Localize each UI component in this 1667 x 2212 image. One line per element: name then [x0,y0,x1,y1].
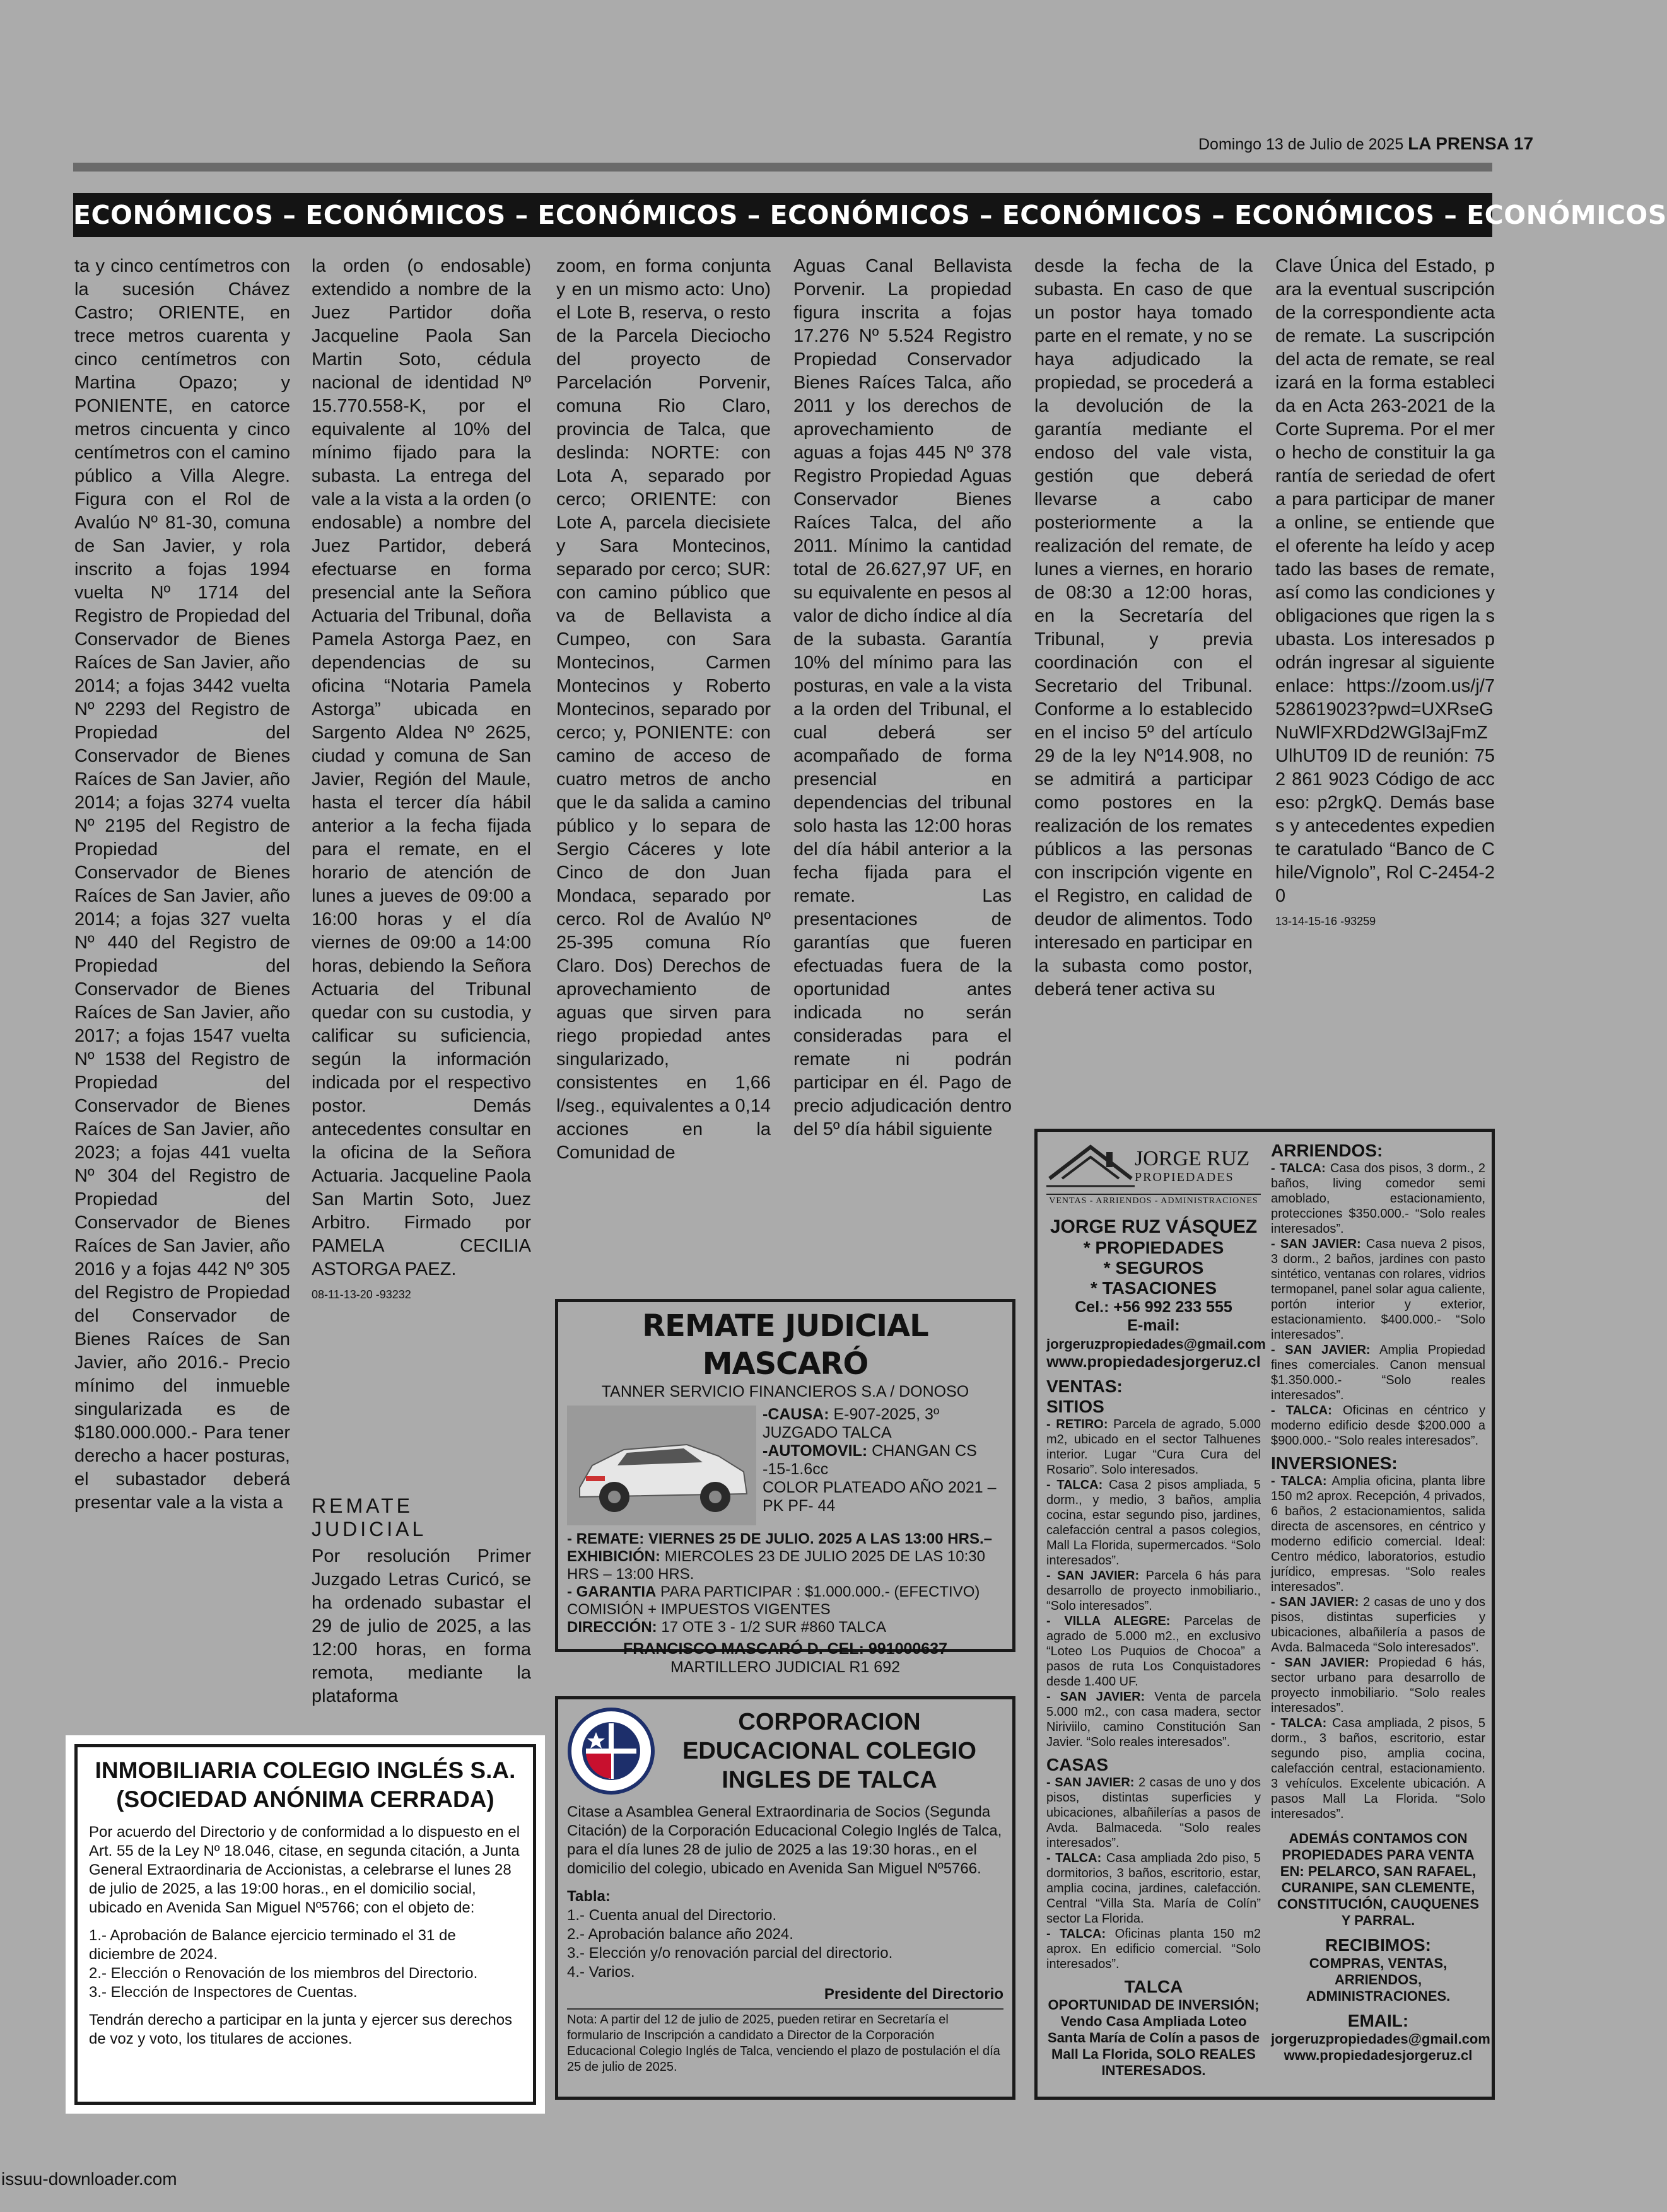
listing-item [1271,1342,1485,1403]
tabla-title: Tabla: [567,1888,611,1905]
listing-location: - SAN JAVIER: [1046,1569,1140,1583]
martillero-name: FRANCISCO MASCARÓ D. CEL: 991000637 [623,1640,947,1658]
garantia-label: - GARANTIA [567,1583,657,1600]
ventas-heading: VENTAS: [1046,1377,1123,1396]
listing-description: Oficinas en céntrico y moderno edificio desde $200.000 a $900.000.- “Solo reales interesados”. [1271,1404,1486,1448]
corporacion-nota: Nota: A partir del 12 de julio de 2025, pueden retirar en Secretaría el formulario de Inscripción a candidato a Director de la Corporación Educacional Colegio Inglés de Talca, venciendo el plazo de postulación el día 25 de julio de 2025. [567,2008,1003,2075]
listing-location: - SAN JAVIER: [1046,1776,1135,1790]
listing-item [1046,1477,1261,1568]
listing-description: Casa nueva 2 pisos, 3 dorm., 2 baños, jardines con pasto sintético, ventanas con rolares, vidrios termopanel, panel solar agua caliente, portón interior y exterior, estacionamiento. $400.000.- “Solo interesados”. [1271,1237,1485,1342]
listing-description: Parcelas de agrado de 5.000 m2., en exclusivo “Loteo Los Puquios de Chocoa” a pasos de ruta Los Conquistadores desde 1.400 UF. [1046,1614,1261,1689]
listing-description: Casa dos pisos, 3 dorm., 2 baños, living comedor semi amoblado, estacionamiento, protecciones $350.000.- “Solo reales interesados”. [1271,1161,1486,1236]
ruz-website-footer: www.propiedadesjorgeruz.cl [1284,2047,1473,2063]
remate-judicial-notice [312,1494,531,1706]
legal-notice-column-5: desde la fecha de la subasta. En caso de que un postor haya tomado parte en el remate, y no se haya adjudicado la propiedad, se procederá a la devolución de la garantía mediante el endoso del vale vista, gestión que deberá llevarse a cabo posteriormente a la realización del remate, de lunes a viernes, en horario de 08:30 a 12:00 horas, en la Secretaría del Tribunal, y previa coordinación con el Secretario del Tribunal. Conforme a lo establecido en el inciso 5º del artículo 29 de la ley Nº14.908, no se admitirá a participar como postores en la realización de los remates públicos a las personas con inscripción vigente en el Registro, en calidad de deudor de alimentos. Todo interesado en participar en la subasta como postor, deberá tener activa su [1034,256,1253,999]
listing-description: 2 casas de uno y dos pisos, distintas superficies y ubicaciones, albañilería a pasos de Avda. Balmaceda “Solo interesados”. [1271,1595,1485,1655]
listing-description: Venta de parcela 5.000 m2., con casa madera, sector Niriviilo, camino Constitución San Javier. “Solo reales interesados”. [1046,1690,1261,1749]
listing-description: Propiedad 6 hás, sector urbano para desarrollo de proyecto inmobiliario. “Solo reales interesados”. [1271,1656,1485,1715]
corporacion-body: Citase a Asamblea General Extraordinaria de Socios (Segunda Citación) de la Corporación Educacional Colegio Inglés de Talca, para el día lunes 28 de julio de 2025 a las 19:30 horas., en el domicilio del colegio, ubicado en Avenida San Miguel Nº5766. [567,1803,1002,1877]
presidente-firma: Presidente del Directorio [824,1986,1003,2003]
talca-heading: TALCA [1124,1977,1183,1996]
listing-location: - RETIRO: [1046,1417,1108,1431]
listing-location: - SAN JAVIER: [1271,1343,1371,1357]
car-photo-icon [567,1406,756,1525]
watermark-footer: issuu-downloader.com [1,2169,177,2189]
legal-notice-column-2 [312,255,531,1447]
casas-heading: CASAS [1046,1755,1109,1774]
listing-location: - TALCA: [1271,1474,1327,1488]
remate-title: REMATE JUDICIAL MASCARÓ [642,1308,928,1382]
inmobiliaria-subtitle: (SOCIEDAD ANÓNIMA CERRADA) [116,1786,494,1812]
ruz-service: * SEGUROS [1103,1258,1204,1278]
ruz-email-label: E-mail: [1127,1317,1180,1334]
direccion-label: DIRECCIÓN: [567,1619,657,1636]
sitios-heading: SITIOS [1046,1397,1104,1416]
recibimos-text: COMPRAS, VENTAS, ARRIENDOS, ADMINISTRACIONES. [1306,1955,1451,2004]
talca-oportunidad: OPORTUNIDAD DE INVERSIÓN; Vendo Casa Ampliada Loteo Santa María de Colín a pasos de Mall La Florida, SOLO REALES INTERESADOS. [1047,1997,1260,2078]
listing-item [1046,1568,1261,1614]
school-seal-icon [567,1707,655,1795]
tabla-item: 1.- Cuenta anual del Directorio. [567,1907,777,1924]
legal-notice-column-4: Aguas Canal Bellavista Porvenir. La propiedad figura inscrita a fojas 17.276 Nº 5.524 Registro Propiedad Conservador Bienes Raíces Talca, año 2011 y los derechos de aprovechamiento de aguas a fojas 445 Nº 378 Registro Propiedad Aguas Conservador Bienes Raíces Talca, del año 2011. Mínimo la cantidad total de 26.627,97 UF, en su equivalente en pesos al valor de dicho índice al día de la subasta. Garantía 10% del mínimo para las posturas, en vale a la vista a la orden del Tribunal, el cual deberá ser acompañado de forma presencial en dependencias del tribunal solo hasta las 12:00 horas del día hábil anterior a la fecha fijada para el remate. Las presentaciones de garantías que fueren efectuadas fuera de la oportunidad antes indicada no serán consideradas para el remate ni podrán participar en él. Pago de precio adjudicación dentro del 5º día hábil siguiente [793,256,1012,1139]
listing-item [1046,1417,1261,1477]
inmobiliaria-colegio-ingles-ad [66,1735,545,2114]
direccion-value: 17 OTE 3 - 1/2 SUR #860 TALCA [661,1619,886,1636]
martillero-title: MARTILLERO JUDICIAL R1 692 [670,1658,900,1676]
listing-description: Oficinas planta 150 m2 aprox. En edificio comercial. “Solo interesados”. [1046,1927,1261,1971]
corporacion-title: CORPORACION EDUCACIONAL COLEGIO INGLES DE TALCA [682,1709,976,1793]
causa-label: -CAUSA: [763,1406,829,1423]
listing-location: - TALCA: [1046,1851,1102,1865]
legal-notice-column-3: zoom, en forma conjunta y en un mismo acto: Uno) el Lote B, reserva, o resto de la Parcela Dieciocho del proyecto de Parcelación Porvenir, comuna Rio Claro, provincia de Talca, que deslinda: NORTE: con Lota A, separado por cerco; ORIENTE: con Lote A, parcela diecisiete y Sara Montecinos, separado por cerco; SUR: con camino público que va de Bellavista a Cumpeo, con Sara Montecinos, Carmen Montecinos y Roberto Montecinos, separado por cerco; y, PONIENTE: con camino de acceso de cuatro metros de ancho que le da salida a camino público y lo separa de Sergio Cáceres y lote Cinco de don Juan Mondaca, separado por cerco. Rol de Avalúo Nº 25-395 comuna Río Claro. Dos) Derechos de aprovechamiento de aguas que sirven para riego propiedad antes singularizado, consistentes en 1,66 l/seg., equivalentes a 0,14 acciones en la Comunidad de [556,256,771,1163]
listing-description: Casa 2 pisos ampliada, 5 dorm., y medio, 3 baños, amplia cocina, estar segundo piso, jardines, calefacción central a pasos colegios, Mall La Florida, supermercados. “Solo interesados”. [1046,1478,1261,1568]
inmobiliaria-item: 1.- Aprobación de Balance ejercicio terminado el 31 de diciembre de 2024. [89,1927,456,1963]
ruz-service: * TASACIONES [1090,1278,1217,1298]
exhibicion-label: EXHIBICIÓN: [567,1548,661,1565]
listing-location: - SAN JAVIER: [1271,1595,1359,1609]
listing-description: Casa ampliada 2do piso, 5 dormitorios, 3 baños, escritorio, estar, amplia cocina, jardines, calefacción. Central “Villa Sta. María de Colín” sector La Florida. [1046,1851,1261,1926]
header-page: 17 [1513,134,1534,153]
listing-item [1271,1655,1485,1716]
listing-description: Amplia Propiedad fines comerciales. Canon mensual $1.350.000.- “Solo reales interesados”. [1271,1343,1485,1402]
ruz-logo [1046,1141,1261,1191]
ruz-email: jorgeruzpropiedades@gmail.com [1046,1336,1266,1352]
tabla-item: 4.- Varios. [567,1964,635,1981]
listing-item [1271,1237,1485,1342]
legal-notice-column-6 [1275,255,1495,1103]
header-rule [73,163,1492,172]
notice-reference: 08-11-13-20 -93232 [312,1288,411,1301]
remate-judicial-heading: REMATE JUDICIAL [312,1494,427,1540]
listing-location: - TALCA: [1046,1478,1103,1492]
ruz-email-footer: jorgeruzpropiedades@gmail.com [1271,2031,1490,2047]
listing-item [1271,1474,1485,1595]
arriendos-heading: ARRIENDOS: [1271,1141,1383,1160]
inmobiliaria-item: 3.- Elección de Inspectores de Cuentas. [89,1984,358,2001]
auto-value: CHANGAN CS -15-1.6cc [763,1442,977,1478]
listing-location: - SAN JAVIER: [1271,1656,1369,1670]
exhibicion-value: MIERCOLES 23 DE JULIO 2025 DE LAS 10:30 HRS – 13:00 HRS. [567,1548,985,1583]
listing-item [1271,1161,1485,1237]
header-paper: LA PRENSA [1408,134,1509,153]
column-2-text: la orden (o endosable) extendido a nombre de la Juez Partidor doña Jacqueline Paola San Martin Soto, cédula nacional de identidad Nº 15.770.558-K, por el equivalente al 10% del mínimo fijado para la subasta. La entrega del vale a la vista a la orden (o endosable) a nombre del Juez Partidor, deberá efectuarse en forma presencial ante la Señora Actuaria del Tribunal, doña Pamela Astorga Paez, en dependencias de su oficina “Notaria Pamela Astorga” ubicada en Sargento Aldea Nº 2625, ciudad y comuna de San Javier, Región del Maule, hasta el tercer día hábil anterior a la fecha fijada para el remate, en el horario de atención de lunes a jueves de 09:00 a 16:00 horas y el día viernes de 09:00 a 14:00 horas, debiendo la Señora Actuaria del Tribunal quedar con su custodia, y calificar su suficiencia, según la información indicada por el respectivo postor. Demás antecedentes consultar en la oficina de la Señora Actuaria. Jacqueline Paola San Martin Soto, Juez Arbitro. Firmado por PAMELA CECILIA ASTORGA PAEZ. [312,256,531,1279]
listing-location: - TALCA: [1046,1927,1106,1941]
listing-item [1046,1926,1261,1972]
listing-description: Parcela 6 hás para desarrollo de proyecto inmobiliario., “Solo interesados”. [1046,1569,1261,1613]
corporacion-educacional-ad [555,1696,1015,2100]
page-header [1198,134,1534,154]
listing-description: 2 casas de uno y dos pisos, distintas superficies y ubicaciones, albañilerías a pasos de Avda. Balmaceda. “Solo reales interesados”. [1046,1776,1261,1850]
logo-name: JORGE RUZ [1135,1146,1250,1170]
listing-item [1046,1775,1261,1851]
jorge-ruz-propiedades-ad [1034,1129,1495,2100]
ruz-website: www.propiedadesjorgeruz.cl [1046,1353,1261,1371]
house-roof-icon [1046,1141,1135,1191]
listing-item [1046,1689,1261,1750]
inmobiliaria-title: INMOBILIARIA COLEGIO INGLÉS S.A. [95,1757,516,1783]
auto-color: COLOR PLATEADO AÑO 2021 – PK PF- 44 [763,1479,997,1515]
listing-location: - VILLA ALEGRE: [1046,1614,1171,1628]
listing-item [1271,1716,1485,1822]
tabla-item: 3.- Elección y/o renovación parcial del directorio. [567,1945,893,1962]
listing-location: - TALCA: [1271,1716,1327,1730]
recibimos-heading: RECIBIMOS: [1325,1935,1431,1955]
listing-description: Parcela de agrado, 5.000 m2, ubicado en el sector Talhuenes interior. Lugar “Cura Cura del Rosario”. Solo interesados. [1046,1417,1261,1477]
listing-location: - SAN JAVIER: [1271,1237,1361,1251]
listing-location: - TALCA: [1271,1161,1326,1175]
ademas-text: ADEMÁS CONTAMOS CON PROPIEDADES PARA VENTA EN: PELARCO, SAN RAFAEL, CURANIPE, SAN CLEMENTE, CONSTITUCIÓN, CAUQUENES Y PARRAL. [1277,1831,1480,1928]
inmobiliaria-item: 2.- Elección o Renovación de los miembros del Directorio. [89,1965,478,1982]
ruz-service: * PROPIEDADES [1083,1238,1224,1257]
auto-label: -AUTOMOVIL: [763,1442,868,1460]
legal-notice-column-1: ta y cinco centímetros con la sucesión Chávez Castro; ORIENTE, en trece metros cuarenta y cinco centímetros con Martina Opazo; y PONIENTE, en catorce metros cincuenta y cinco centímetros con el camino público a Villa Alegre. Figura con el Rol de Avalúo Nº 81-30, comuna de San Javier, y rola inscrito a fojas 1994 vuelta Nº 1714 del Registro de Propiedad del Conservador de Bienes Raíces de San Javier, año 2014; a fojas 3442 vuelta Nº 2293 del Registro de Propiedad del Conservador de Bienes Raíces de San Javier, año 2014; a fojas 3274 vuelta Nº 2195 del Registro de Propiedad del Conservador de Bienes Raíces de San Javier, año 2014; a fojas 327 vuelta Nº 440 del Registro de Propiedad del Conservador de Bienes Raíces de San Javier, año 2017; a fojas 1547 vuelta Nº 1538 del Registro de Propiedad del Conservador de Bienes Raíces de San Javier, año 2023; a fojas 441 vuelta Nº 304 del Registro de Propiedad del Conservador de Bienes Raíces de San Javier, año 2016 y a fojas 442 Nº 305 del Registro de Propiedad del Conservador de Bienes Raíces de San Javier, año 2016.- Precio mínimo del inmueble singularizada es de $180.000.000.- Para tener derecho a hacer posturas, el subastador deberá presentar vale a la vista a [74,256,290,1513]
listing-description: Casa ampliada, 2 pisos, 5 dorm., 3 baños, escritorio, estar segundo piso, amplia cocina, calefacción central, estacionamiento. 3 vehículos. Excelente ubicación. A pasos Mall La Florida. “Solo interesados”. [1271,1716,1485,1821]
listing-item [1271,1403,1485,1448]
remate-date-value: VIERNES 25 DE JULIO. 2025 A LAS 13:00 HRS.– [648,1530,992,1547]
causa-value: E-907-2025, 3º JUZGADO TALCA [763,1406,940,1441]
tabla-item: 2.- Aprobación balance año 2024. [567,1926,793,1943]
logo-tagline: VENTAS - ARRIENDOS - ADMINISTRACIONES [1046,1194,1261,1206]
listing-item [1271,1595,1485,1655]
header-date: Domingo 13 de Julio de 2025 [1198,136,1404,153]
inversiones-heading: INVERSIONES: [1271,1453,1398,1473]
section-banner: ECONÓMICOS – ECONÓMICOS – ECONÓMICOS – ECONÓMICOS – ECONÓMICOS – ECONÓMICOS – ECONÓMICOS [73,193,1492,237]
remate-subtitle: TANNER SERVICIO FINANCIEROS S.A / DONOSO [601,1383,969,1400]
listing-item [1046,1851,1261,1926]
ruz-phone: Cel.: +56 992 233 555 [1075,1298,1232,1316]
column-6-text: Clave Única del Estado, para la eventual suscripción de la correspondiente acta de remate. La suscripción del acta de remate, se realizará en la forma establecida en Acta 263-2021 de la Corte Suprema. Por el mero hecho de constituir la garantía de seriedad de oferta para participar de manera online, se entiende que el oferente ha leído y aceptado las bases de remate, así como las condiciones y obligaciones que rigen la subasta. Los interesados podrán ingresar al siguiente enlace: https://zoom.us/j/7528619023?pwd=UXRseGNuWlFXRDd2WGl3ajFmZUlhUT09 ID de reunión: 752 861 9023 Código de acceso: p2rgkQ. Demás bases y antecedentes expediente caratulado “Banco de Chile/Vignolo”, Rol C-2454-20 [1275,256,1495,906]
listing-location: - TALCA: [1271,1404,1332,1417]
listing-item [1046,1614,1261,1689]
inmobiliaria-body: Por acuerdo del Directorio y de conformidad a lo dispuesto en el Art. 55 de la Ley Nº 18.046, citase, en segunda citación, a Junta General Extraordinaria de Accionistas, a celebrarse el lunes 28 de julio de 2025, a las 19:00 horas., en el domicilio social, ubicado en Avenida San Miguel Nº5766; con el objeto de: [89,1824,520,1916]
remate-mascaro-ad [555,1299,1015,1676]
logo-sub: PROPIEDADES [1135,1170,1234,1184]
remate-judicial-text: Por resolución Primer Juzgado Letras Curicó, se ha ordenado subastar el 29 de julio de 2025, a las 12:00 horas, en forma remota, mediante la plataforma [312,1546,531,1706]
remate-date-label: - REMATE: [567,1530,645,1547]
garantia-value: PARA PARTICIPAR : $1.000.000.- (EFECTIVO) COMISIÓN + IMPUESTOS VIGENTES [567,1583,980,1618]
notice-reference: 13-14-15-16 -93259 [1275,915,1376,928]
inmobiliaria-closing: Tendrán derecho a participar en la junta y ejercer sus derechos de voz y voto, los titulares de acciones. [89,2011,513,2047]
listing-location: - SAN JAVIER: [1046,1690,1145,1704]
listing-description: Amplia oficina, planta libre 150 m2 aprox. Recepción, 4 privados, 6 baños, 2 estacionamientos, salida directa de ascensores, en céntrico y moderno edificio comercial. Ideal: Centro médico, laboratorios, estudio jurídico, empresas. “Solo reales interesados”. [1271,1474,1486,1594]
email-heading: EMAIL: [1347,2011,1409,2030]
ruz-name: JORGE RUZ VÁSQUEZ [1050,1216,1258,1237]
